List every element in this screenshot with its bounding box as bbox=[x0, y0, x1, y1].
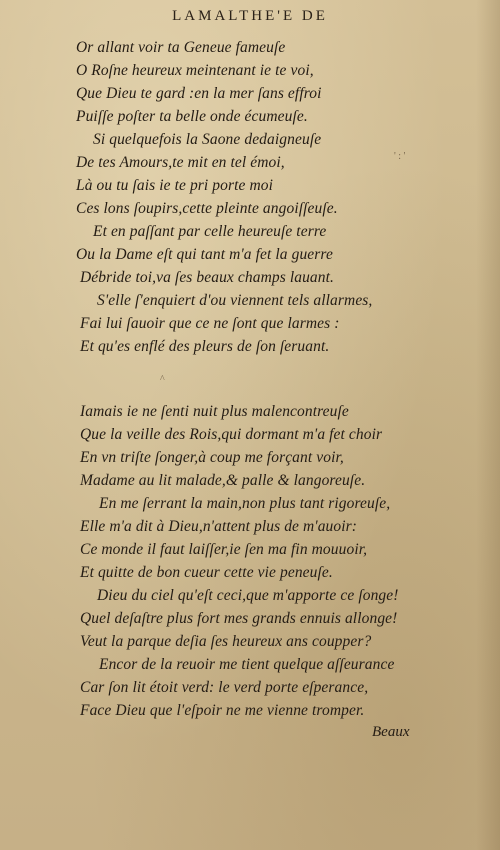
verse-line: Puiſſe poſter ta belle onde écumeuſe. bbox=[76, 108, 308, 125]
verse-line: En me ſerrant la main,non plus tant rigoreuſe, bbox=[99, 495, 391, 512]
marginal-mark: ^ bbox=[160, 374, 165, 385]
verse-line: Car ſon lit étoit verd: le verd porte eſperance, bbox=[80, 679, 369, 696]
verse-line: Débride toi,va ſes beaux champs lauant. bbox=[80, 269, 335, 286]
verse-line: Que Dieu te gard :en la mer ſans effroi bbox=[76, 85, 322, 102]
marginal-mark: ' : ' bbox=[394, 151, 406, 162]
verse-line: Et quitte de bon cueur cette vie peneuſe. bbox=[80, 564, 333, 581]
verse-line: Ce monde il faut laiſſer,ie ſen ma fin mouuoir, bbox=[80, 541, 368, 558]
verse-line: Ces lons ſoupirs,cette pleinte angoiſſeuſe. bbox=[76, 200, 338, 217]
verse-line: Et en paſſant par celle heureuſe terre bbox=[93, 223, 327, 240]
verse-line: Encor de la reuoir me tient quelque aſſeurance bbox=[99, 656, 395, 673]
verse-line: Veut la parque deſia ſes heureux ans coupper? bbox=[80, 633, 372, 650]
verse-line: Madame au lit malade,& palle & langoreuſe. bbox=[80, 472, 366, 489]
verse-line: Or allant voir ta Geneue fameuſe bbox=[76, 39, 286, 56]
running-head: LAMALTHE'E DE bbox=[172, 8, 328, 24]
verse-line: De tes Amours,te mit en tel émoi, bbox=[76, 154, 285, 171]
verse-line: Si quelquefois la Saone dedaigneuſe bbox=[93, 131, 322, 148]
verse-line: Que la veille des Rois,qui dormant m'a fet choir bbox=[80, 426, 383, 443]
verse-line: Face Dieu que l'eſpoir ne me vienne tromper. bbox=[80, 702, 365, 719]
verse-line: Dieu du ciel qu'eſt ceci,que m'apporte ce ſonge! bbox=[97, 587, 399, 604]
verse-line: Ou la Dame eſt qui tant m'a fet la guerre bbox=[76, 246, 333, 263]
verse-line: S'elle ſ'enquiert d'ou viennent tels allarmes, bbox=[97, 292, 373, 309]
verse-line: Fai lui ſauoir que ce ne ſont que larmes : bbox=[80, 315, 340, 332]
catchword: Beaux bbox=[372, 724, 410, 740]
verse-line: Quel deſaſtre plus fort mes grands ennuis allonge! bbox=[80, 610, 398, 627]
verse-line: Iamais ie ne ſenti nuit plus malencontreuſe bbox=[80, 403, 349, 420]
verse-line: O Roſne heureux meintenant ie te voi, bbox=[76, 62, 314, 79]
page-edge-shadow bbox=[476, 0, 500, 850]
verse-line: Elle m'a dit à Dieu,n'attent plus de m'auoir: bbox=[80, 518, 358, 535]
verse-line: Là ou tu ſais ie te pri porte moi bbox=[76, 177, 274, 194]
verse-line: Et qu'es enflé des pleurs de ſon ſeruant. bbox=[80, 338, 330, 355]
verse-line: En vn triſte ſonger,à coup me forçant voir, bbox=[80, 449, 344, 466]
